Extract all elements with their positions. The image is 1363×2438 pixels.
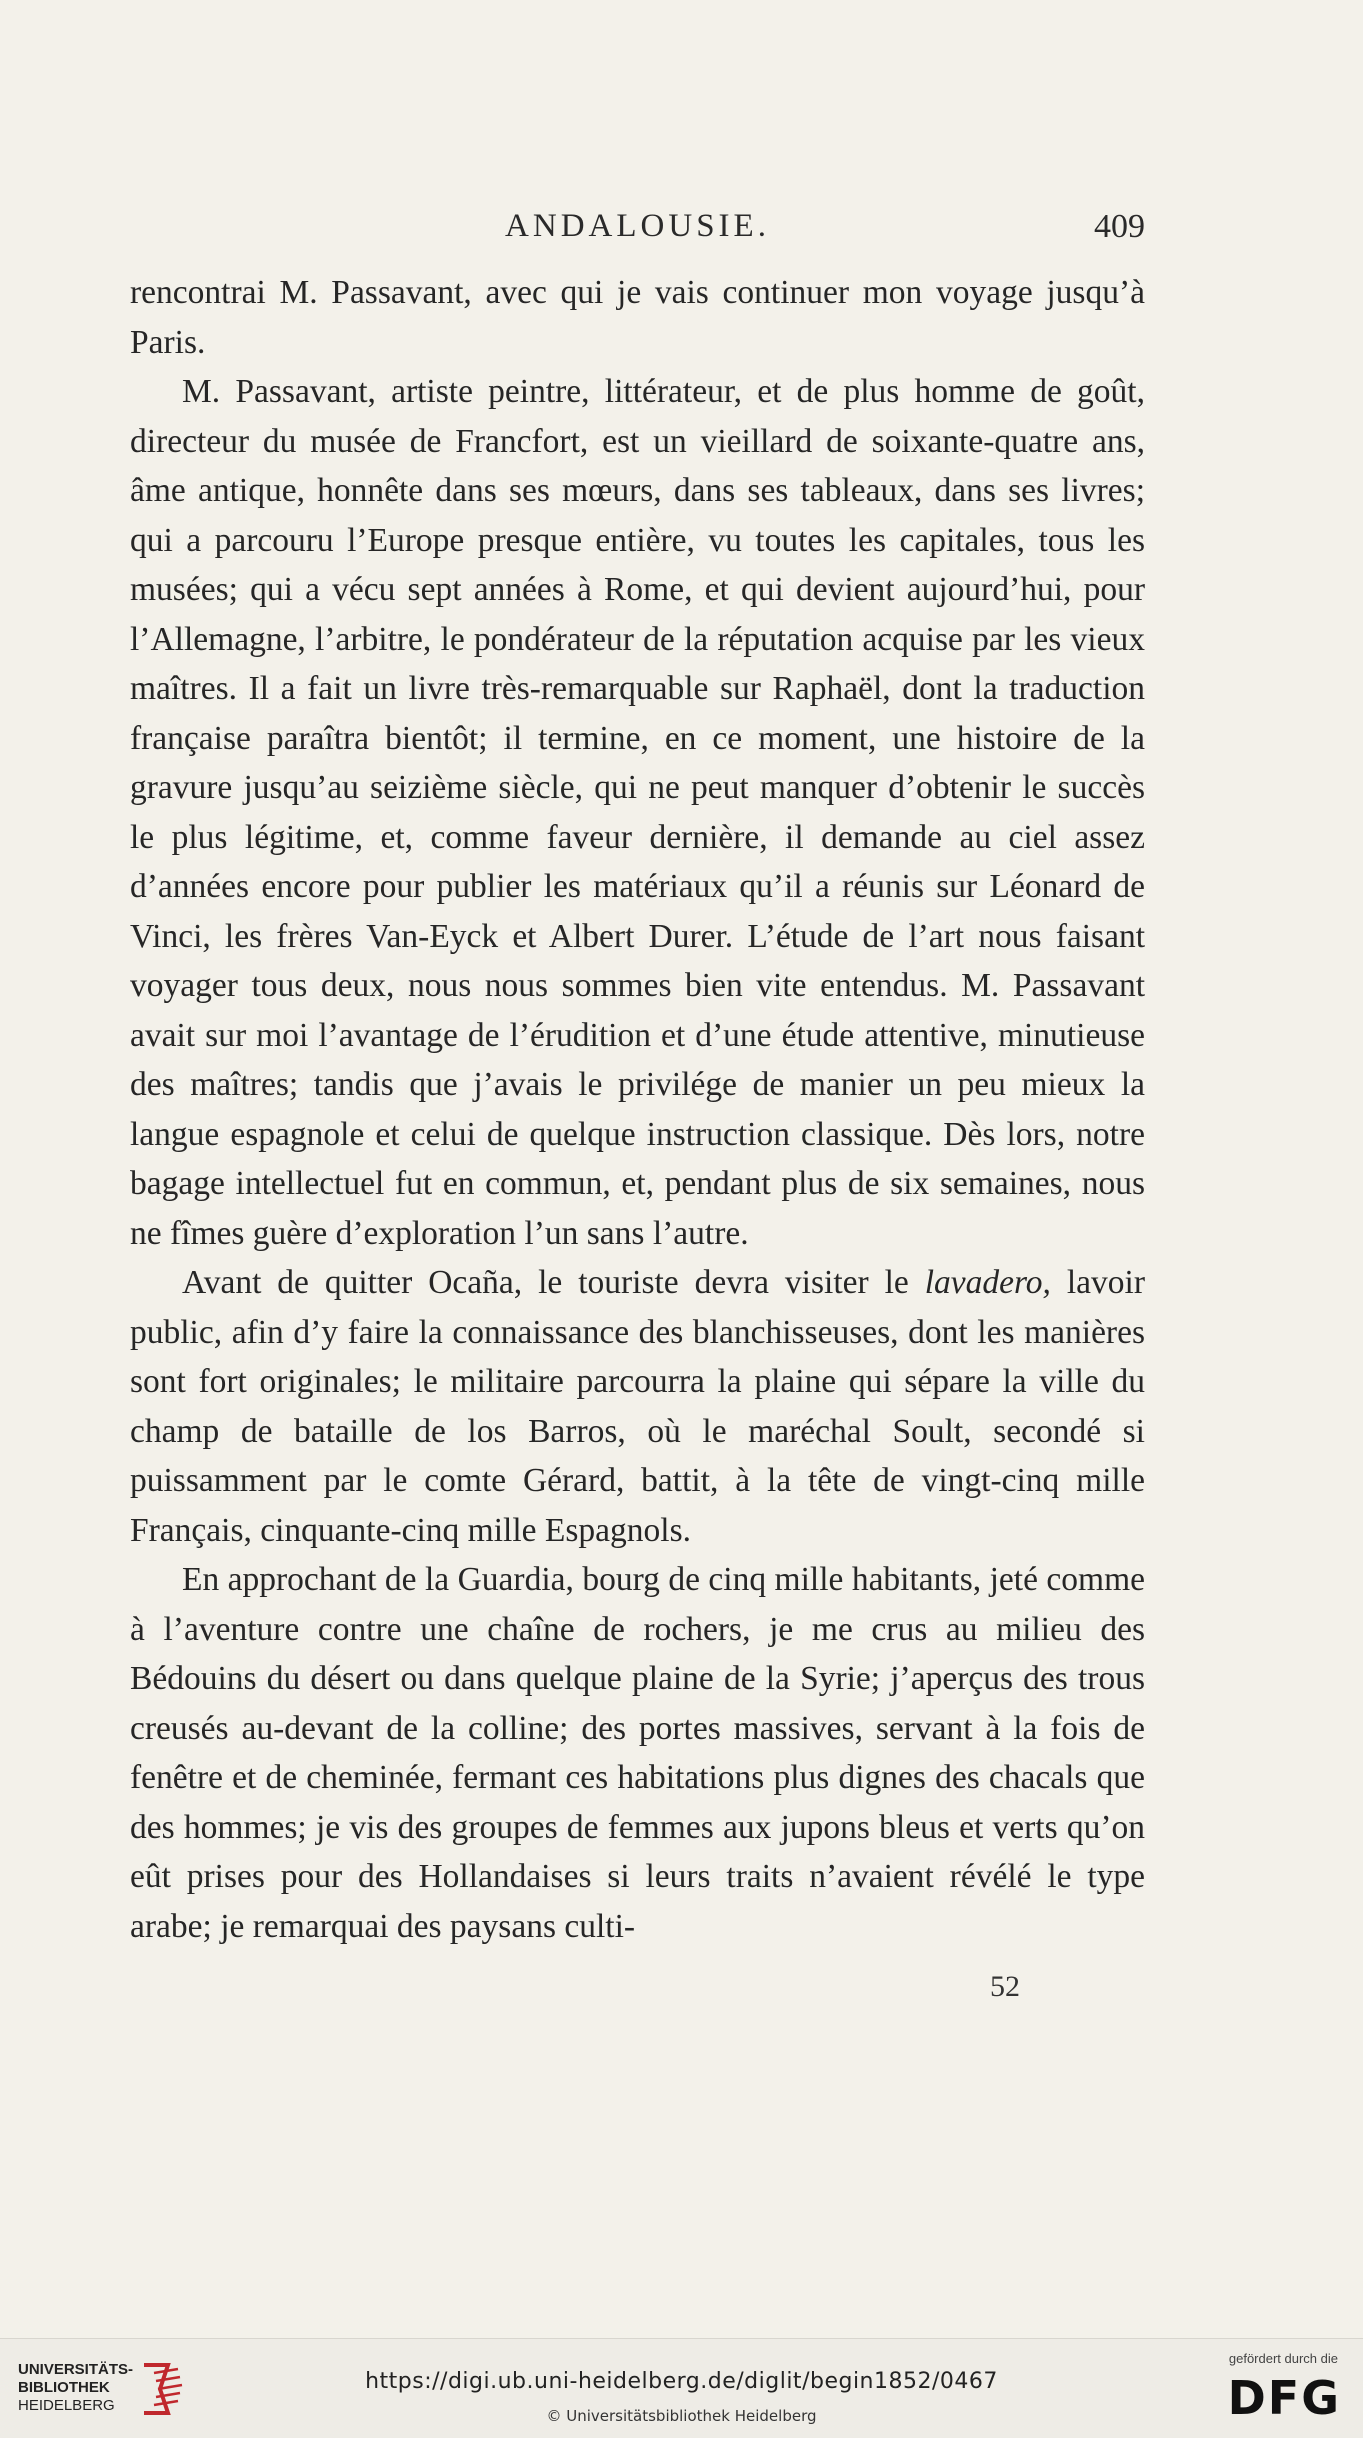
- copyright-notice: © Universitätsbibliothek Heidelberg: [546, 2407, 817, 2425]
- library-name-line2: BIBLIOTHEK: [18, 2379, 110, 2396]
- body-text: [130, 268, 1145, 1951]
- library-name-line3: HEIDELBERG: [18, 2397, 115, 2414]
- signature-mark: 52: [990, 1970, 1020, 2003]
- citation-link[interactable]: https://digi.ub.uni-heidelberg.de/diglit/begin1852/0467: [365, 2369, 998, 2394]
- paragraph-ocana-start: Avant de quitter Ocaña, le touriste devra visiter le: [182, 1264, 925, 1301]
- paragraph-passavant: M. Passavant, artiste peintre, littérateur, et de plus homme de goût, directeur du musée de Francfort, est un vieillard de soixante-quatre ans, âme antique, honnête dans ses mœurs, dans ses tableaux, dans ses livres; qui a parcouru l’Europe presque entière, vu toutes les capitales, tous les musées; qui a vécu sept années à Rome, et qui devient aujourd’hui, pour l’Allemagne, l’arbitre, le pondérateur de la réputation acquise par les vieux maîtres. Il a fait un livre très-remarquable sur Raphaël, dont la traduction française paraîtra bientôt; il termine, en ce moment, une histoire de la gravure jusqu’au seizième siècle, qui ne peut manquer d’obtenir le succès le plus légitime, et, comme faveur dernière, il demande au ciel assez d’années encore pour publier les matériaux qu’il a réunis sur Léonard de Vinci, les frères Van-Eyck et Albert Durer. L’étude de l’art nous faisant voyager tous deux, nous nous sommes bien vite entendus. M. Passavant avait sur moi l’avantage de l’érudition et d’une étude attentive, minutieuse des maîtres; tandis que j’avais le privilége de manier un peu mieux la langue espagnole et celui de quelque instruction classique. Dès lors, notre bagage intellectuel fut en commun, et, pendant plus de six semaines, nous ne fîmes guère d’exploration l’un sans l’autre.: [130, 373, 1145, 1252]
- funding-caption: gefördert durch die: [1228, 2351, 1338, 2366]
- footer-bar: [0, 2338, 1363, 2438]
- paragraph-continuation: rencontrai M. Passavant, avec qui je vais continuer mon voyage jusqu’à Paris.: [130, 274, 1145, 361]
- dfg-logo: DFG: [1227, 2371, 1341, 2425]
- paragraph-guardia: En approchant de la Guardia, bourg de cinq mille habitants, jeté comme à l’aventure contre une chaîne de rochers, je me crus au milieu des Bédouins du désert ou dans quelque plaine de la Syrie; j’aperçus des trous creusés au-devant de la colline; des portes massives, servant à la fois de fenêtre et de cheminée, fermant ces habitations plus dignes des chacals que des hommes; je vis des groupes de femmes aux jupons bleus et verts qu’on eût prises pour des Hollandaises si leurs traits n’avaient révélé le type arabe; je remarquai des paysans culti-: [130, 1561, 1145, 1945]
- paragraph-ocana-italic: lavadero,: [924, 1264, 1051, 1301]
- running-head: [130, 208, 1145, 252]
- running-title: ANDALOUSIE.: [505, 208, 770, 244]
- paragraph-ocana: [130, 1258, 1145, 1555]
- paragraph-ocana-end: lavoir public, afin d’y faire la connaissance des blanchisseuses, dont les manières sont fort originales; le militaire parcourra la plaine qui sépare la ville du champ de bataille de los Barros, où le maréchal Soult, secondé si puissamment par le comte Gérard, battit, à la tête de vingt-cinq mille Français, cinquante-cinq mille Espagnols.: [130, 1264, 1145, 1549]
- library-name-line1: UNIVERSITÄTS-: [18, 2361, 134, 2378]
- page-number: 409: [1094, 208, 1145, 245]
